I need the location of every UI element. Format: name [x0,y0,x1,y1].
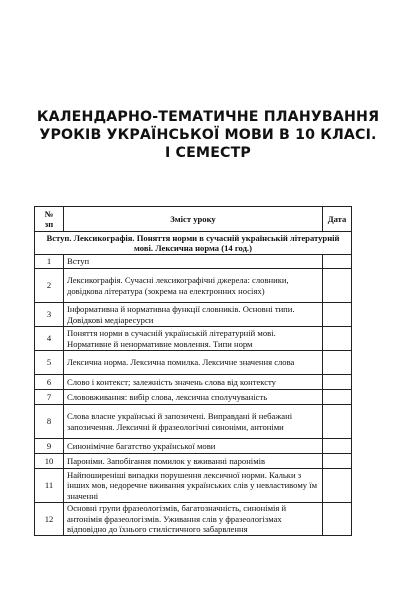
row-date [323,351,352,375]
row-date [323,375,352,390]
row-topic: Слова власне українські й запозичені. Виправдані й небажані запозичення. Лексичні й фразеологічні синоніми, антоніми [64,405,323,439]
header-date: Дата [323,207,352,232]
row-topic: Найпоширеніші випадки порушення лексичної норми. Кальки з інших мов, недоречне вживання українських слів у невластивому їм значенні [64,469,323,503]
row-date [323,454,352,469]
section-row [35,232,352,255]
row-date [323,327,352,351]
table-header-row [35,207,352,232]
row-number: 12 [35,503,64,536]
row-topic: Вступ [64,255,323,269]
table-row [35,469,352,503]
row-date [323,439,352,454]
page-title [0,108,416,162]
row-topic: Інформативна й нормативна функції словників. Основні типи. Довідкові медіаресурси [64,303,323,327]
table-row [35,405,352,439]
row-date [323,269,352,303]
row-date [323,303,352,327]
row-number: 10 [35,454,64,469]
title-line-3: І СЕМЕСТР [165,145,251,161]
row-topic: Пароніми. Запобігання помилок у вживанні паронімів [64,454,323,469]
row-number: 3 [35,303,64,327]
lesson-plan-table [34,206,352,536]
header-topic: Зміст уроку [64,207,323,232]
row-topic: Синонімічне багатство української мови [64,439,323,454]
row-number: 1 [35,255,64,269]
title-line-1: КАЛЕНДАРНО-ТЕМАТИЧНЕ ПЛАНУВАННЯ [36,109,380,125]
row-number: 5 [35,351,64,375]
row-number: 9 [35,439,64,454]
row-number: 4 [35,327,64,351]
row-topic: Слово і контекст; залежність значень слова від контексту [64,375,323,390]
row-number: 2 [35,269,64,303]
table-row [35,269,352,303]
row-number: 11 [35,469,64,503]
row-date [323,469,352,503]
row-topic: Поняття норми в сучасній українській літературній мові. Нормативне й ненормативне мовлення. Типи норм [64,327,323,351]
title-line-2: УРОКІВ УКРАЇНСЬКОЇ МОВИ В 10 КЛАСІ. [39,127,377,143]
table-row [35,255,352,269]
row-date [323,405,352,439]
header-number-line-1: № [44,209,54,219]
header-number [35,207,64,232]
row-topic: Слововживання: вибір слова, лексична сполучуваність [64,390,323,405]
table-row [35,327,352,351]
row-date [323,503,352,536]
row-number: 6 [35,375,64,390]
table-row [35,439,352,454]
row-date [323,255,352,269]
section-heading: Вступ. Лексикографія. Поняття норми в сучасній українській літературній мові. Лексична норма (14 год.) [35,232,352,255]
table-row [35,390,352,405]
row-topic: Лексикографія. Сучасні лексикографічні джерела: словники, довідкова література (зокрема на електронних носіях) [64,269,323,303]
table-row [35,303,352,327]
row-topic: Лексична норма. Лексична помилка. Лексичне значення слова [64,351,323,375]
row-date [323,390,352,405]
table-row [35,351,352,375]
table-row [35,375,352,390]
row-number: 8 [35,405,64,439]
table-row [35,503,352,536]
row-number: 7 [35,390,64,405]
table-row [35,454,352,469]
row-topic: Основні групи фразеологізмів, багатозначність, синонімія й антонімія фразеологізмів. Уживання слів у фразеологізмах відповідно до їхнього стилістичного забарвлення [64,503,323,536]
header-number-line-2: зп [44,219,54,229]
